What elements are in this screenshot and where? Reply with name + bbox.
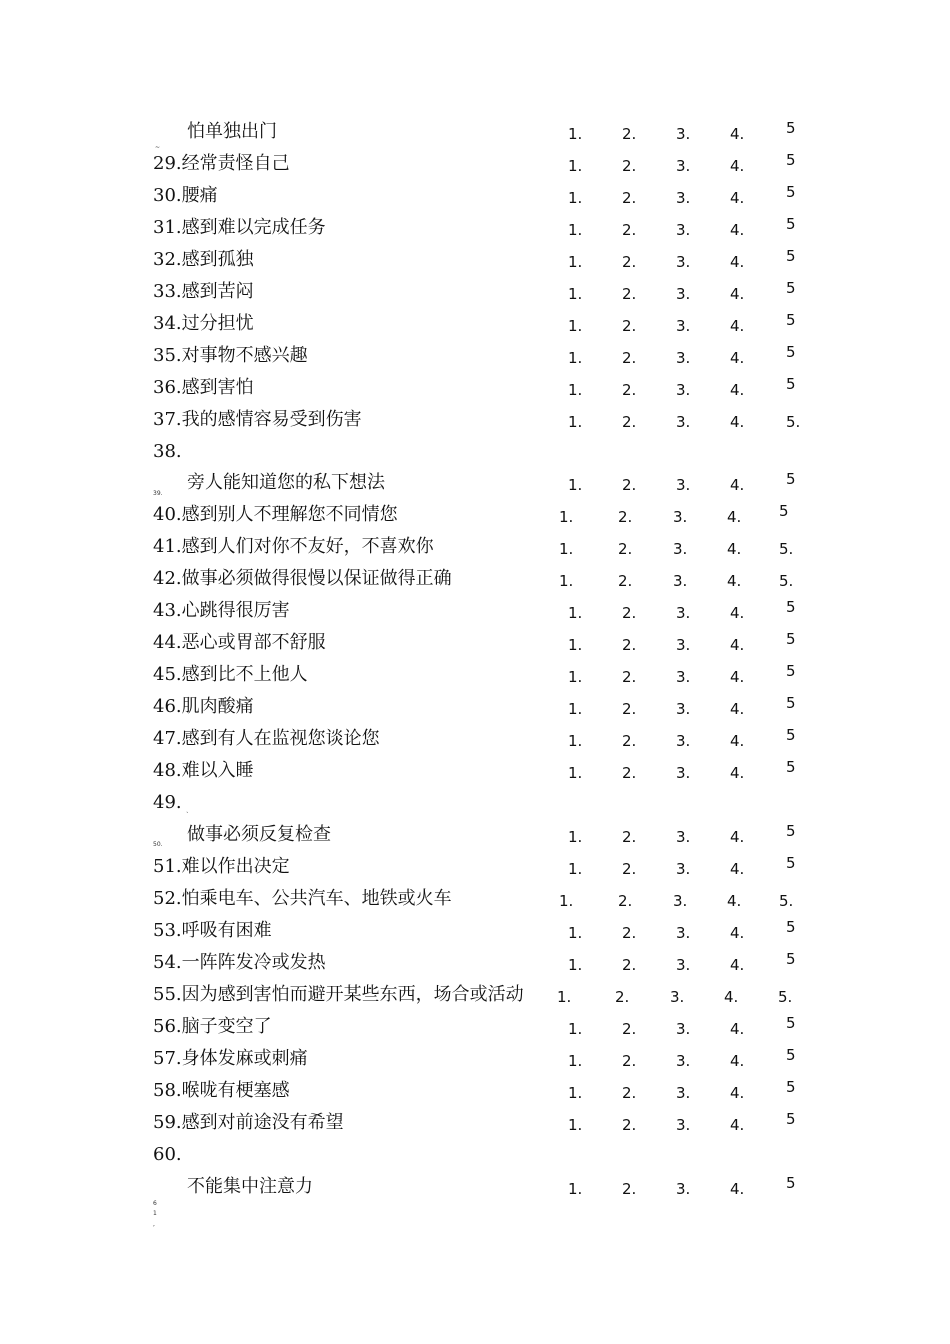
option-2: 2. <box>622 221 637 239</box>
option-3: 3. <box>676 413 691 431</box>
item-row <box>0 277 950 307</box>
item-row <box>0 1044 950 1074</box>
item-row <box>0 181 950 211</box>
option-2: 2. <box>615 988 630 1006</box>
item-row <box>0 820 950 850</box>
option-2: 2. <box>622 157 637 175</box>
item-label: 53.呼吸有困难 <box>153 920 272 941</box>
option-4: 4. <box>730 1084 745 1102</box>
item-row <box>0 724 950 754</box>
item-label: 46.肌肉酸痛 <box>153 696 254 717</box>
item-label: 37.我的感情容易受到伤害 <box>153 409 362 430</box>
item-row <box>0 245 950 275</box>
option-4: 4. <box>730 476 745 494</box>
option-3: 3. <box>673 508 688 526</box>
option-2: 2. <box>622 732 637 750</box>
option-5: 5. <box>786 413 801 431</box>
item-label: 42.做事必须做得很慢以保证做得正确 <box>153 568 452 589</box>
option-1: 1. <box>568 700 583 718</box>
option-2: 2. <box>622 476 637 494</box>
option-1: 1. <box>568 1116 583 1134</box>
option-3: 3. <box>676 125 691 143</box>
item-row <box>0 373 950 403</box>
option-1: 1. <box>559 572 574 590</box>
option-3: 3. <box>676 1180 691 1198</box>
item-row <box>0 628 950 658</box>
option-2: 2. <box>622 1084 637 1102</box>
option-4: 4. <box>730 604 745 622</box>
item-row <box>0 980 950 1010</box>
option-3: 3. <box>676 221 691 239</box>
option-2: 2. <box>622 956 637 974</box>
small-mark-50: 50. <box>153 841 163 848</box>
item-row <box>0 341 950 371</box>
option-2: 2. <box>622 317 637 335</box>
item-label: 59.感到对前途没有希望 <box>153 1112 344 1133</box>
item-label: 51.难以作出决定 <box>153 856 290 877</box>
item-label: 33.感到苦闷 <box>153 281 254 302</box>
option-2: 2. <box>622 636 637 654</box>
option-3: 3. <box>676 189 691 207</box>
option-1: 1. <box>568 636 583 654</box>
option-5: 5 <box>786 183 796 201</box>
option-3: 3. <box>676 349 691 367</box>
item-label: 31.感到难以完成任务 <box>153 217 326 238</box>
option-3: 3. <box>676 476 691 494</box>
item-label: 旁人能知道您的私下想法 <box>187 472 385 493</box>
option-1: 1. <box>568 381 583 399</box>
option-2: 2. <box>622 253 637 271</box>
option-4: 4. <box>730 764 745 782</box>
option-2: 2. <box>618 540 633 558</box>
item-row <box>0 564 950 594</box>
option-3: 3. <box>673 572 688 590</box>
option-1: 1. <box>568 1084 583 1102</box>
option-1: 1. <box>568 476 583 494</box>
item-label: 60. <box>153 1144 182 1165</box>
option-2: 2. <box>618 508 633 526</box>
option-5: 5 <box>786 311 796 329</box>
option-4: 4. <box>730 924 745 942</box>
item-row <box>0 884 950 914</box>
option-5: 5 <box>779 502 789 520</box>
option-1: 1. <box>568 1020 583 1038</box>
option-1: 1. <box>568 221 583 239</box>
item-label: 34.过分担忧 <box>153 313 254 334</box>
option-3: 3. <box>676 700 691 718</box>
option-1: 1. <box>568 764 583 782</box>
item-label: 55.因为感到害怕而避开某些东西，场合或活动 <box>153 984 524 1005</box>
option-3: 3. <box>676 604 691 622</box>
option-4: 4. <box>730 828 745 846</box>
item-label: 40.感到别人不理解您不同情您 <box>153 504 398 525</box>
option-5: 5 <box>786 822 796 840</box>
option-1: 1. <box>568 1052 583 1070</box>
item-label: 32.感到孤独 <box>153 249 254 270</box>
option-3: 3. <box>676 317 691 335</box>
option-5: 5 <box>786 758 796 776</box>
item-label: 58.喉咙有梗塞感 <box>153 1080 290 1101</box>
option-4: 4. <box>730 956 745 974</box>
option-3: 3. <box>676 732 691 750</box>
option-3: 3. <box>676 1052 691 1070</box>
item-row <box>0 1140 950 1170</box>
item-label: 43.心跳得很厉害 <box>153 600 290 621</box>
option-1: 1. <box>568 349 583 367</box>
option-2: 2. <box>622 125 637 143</box>
item-label: 57.身体发麻或刺痛 <box>153 1048 308 1069</box>
item-row <box>0 1012 950 1042</box>
option-4: 4. <box>730 1116 745 1134</box>
item-row <box>0 532 950 562</box>
option-4: 4. <box>730 413 745 431</box>
item-row <box>0 149 950 179</box>
item-row <box>0 1108 950 1138</box>
item-row <box>0 405 950 435</box>
option-3: 3. <box>676 956 691 974</box>
option-4: 4. <box>730 732 745 750</box>
item-label: 48.难以入睡 <box>153 760 254 781</box>
item-label: 怕单独出门 <box>187 121 277 142</box>
option-2: 2. <box>622 924 637 942</box>
option-1: 1. <box>568 413 583 431</box>
option-3: 3. <box>676 924 691 942</box>
item-label: 47.感到有人在监视您谈论您 <box>153 728 380 749</box>
option-3: 3. <box>676 1084 691 1102</box>
option-4: 4. <box>730 253 745 271</box>
option-5: 5 <box>786 854 796 872</box>
option-2: 2. <box>622 1116 637 1134</box>
option-3: 3. <box>676 668 691 686</box>
item-label: 41.感到人们对你不友好，不喜欢你 <box>153 536 434 557</box>
option-1: 1. <box>568 253 583 271</box>
option-1: 1. <box>568 285 583 303</box>
item-row <box>0 500 950 530</box>
option-5: 5 <box>786 375 796 393</box>
option-4: 4. <box>730 636 745 654</box>
option-2: 2. <box>618 572 633 590</box>
small-mark-1: 1 <box>153 1210 157 1217</box>
option-5: 5 <box>786 1078 796 1096</box>
item-label: 52.怕乘电车、公共汽车、地铁或火车 <box>153 888 452 909</box>
option-1: 1. <box>568 860 583 878</box>
item-label: 36.感到害怕 <box>153 377 254 398</box>
item-row <box>0 309 950 339</box>
option-2: 2. <box>622 1052 637 1070</box>
item-row <box>0 596 950 626</box>
small-mark: ~ <box>155 144 161 151</box>
option-2: 2. <box>622 189 637 207</box>
option-4: 4. <box>727 892 742 910</box>
option-3: 3. <box>676 1116 691 1134</box>
option-4: 4. <box>727 572 742 590</box>
option-1: 1. <box>559 508 574 526</box>
option-2: 2. <box>622 828 637 846</box>
option-2: 2. <box>622 1180 637 1198</box>
option-3: 3. <box>676 1020 691 1038</box>
item-row <box>0 692 950 722</box>
option-4: 4. <box>730 860 745 878</box>
option-4: 4. <box>730 700 745 718</box>
option-4: 4. <box>730 189 745 207</box>
option-4: 4. <box>730 125 745 143</box>
small-mark: ` <box>186 812 189 819</box>
option-3: 3. <box>676 253 691 271</box>
option-3: 3. <box>676 764 691 782</box>
option-4: 4. <box>724 988 739 1006</box>
item-label: 45.感到比不上他人 <box>153 664 308 685</box>
option-3: 3. <box>676 285 691 303</box>
option-4: 4. <box>730 157 745 175</box>
item-label: 38. <box>153 441 182 462</box>
option-5: 5 <box>786 119 796 137</box>
option-1: 1. <box>568 317 583 335</box>
option-2: 2. <box>622 860 637 878</box>
option-4: 4. <box>730 381 745 399</box>
option-3: 3. <box>673 892 688 910</box>
option-4: 4. <box>727 508 742 526</box>
item-label: 30.腰痛 <box>153 185 218 206</box>
item-row <box>0 117 950 147</box>
option-1: 1. <box>568 828 583 846</box>
option-3: 3. <box>676 157 691 175</box>
option-1: 1. <box>568 668 583 686</box>
item-row <box>0 788 950 818</box>
option-3: 3. <box>670 988 685 1006</box>
item-label: 29.经常责怪自己 <box>153 153 290 174</box>
option-2: 2. <box>622 1020 637 1038</box>
item-row <box>0 1076 950 1106</box>
option-3: 3. <box>676 636 691 654</box>
option-5: 5. <box>779 892 794 910</box>
option-1: 1. <box>568 189 583 207</box>
option-1: 1. <box>568 924 583 942</box>
option-3: 3. <box>676 828 691 846</box>
option-5: 5 <box>786 598 796 616</box>
option-5: 5 <box>786 279 796 297</box>
option-5: 5 <box>786 662 796 680</box>
item-row <box>0 948 950 978</box>
option-5: 5. <box>778 988 793 1006</box>
item-row <box>0 852 950 882</box>
option-3: 3. <box>676 860 691 878</box>
option-3: 3. <box>676 381 691 399</box>
option-2: 2. <box>622 413 637 431</box>
option-1: 1. <box>557 988 572 1006</box>
option-5: 5. <box>779 572 794 590</box>
option-5: 5 <box>786 151 796 169</box>
option-2: 2. <box>618 892 633 910</box>
option-5: 5 <box>786 215 796 233</box>
option-4: 4. <box>730 668 745 686</box>
option-4: 4. <box>730 221 745 239</box>
item-row <box>0 437 950 467</box>
option-5: 5 <box>786 694 796 712</box>
option-4: 4. <box>730 317 745 335</box>
option-5: 5 <box>786 950 796 968</box>
option-2: 2. <box>622 604 637 622</box>
option-3: 3. <box>673 540 688 558</box>
item-row <box>0 660 950 690</box>
option-4: 4. <box>730 1020 745 1038</box>
item-row <box>0 916 950 946</box>
option-4: 4. <box>727 540 742 558</box>
option-1: 1. <box>568 1180 583 1198</box>
option-5: 5 <box>786 1046 796 1064</box>
small-mark: , <box>153 1221 155 1228</box>
item-label: 49. <box>153 792 182 813</box>
option-2: 2. <box>622 381 637 399</box>
item-row <box>0 756 950 786</box>
option-2: 2. <box>622 668 637 686</box>
option-1: 1. <box>568 956 583 974</box>
option-1: 1. <box>559 540 574 558</box>
item-label: 做事必须反复检查 <box>187 824 331 845</box>
option-5: 5 <box>786 630 796 648</box>
option-5: 5 <box>786 726 796 744</box>
item-row <box>0 213 950 243</box>
option-4: 4. <box>730 285 745 303</box>
item-label: 44.恶心或胃部不舒服 <box>153 632 326 653</box>
option-1: 1. <box>568 125 583 143</box>
option-5: 5 <box>786 470 796 488</box>
item-label: 不能集中注意力 <box>187 1176 313 1197</box>
option-1: 1. <box>559 892 574 910</box>
item-label: 56.脑子变空了 <box>153 1016 272 1037</box>
option-5: 5. <box>779 540 794 558</box>
item-label: 35.对事物不感兴趣 <box>153 345 308 366</box>
option-5: 5 <box>786 343 796 361</box>
item-row <box>0 468 950 498</box>
option-5: 5 <box>786 918 796 936</box>
small-mark-6: 6 <box>153 1200 157 1207</box>
option-4: 4. <box>730 1052 745 1070</box>
option-1: 1. <box>568 604 583 622</box>
option-5: 5 <box>786 247 796 265</box>
option-2: 2. <box>622 285 637 303</box>
option-4: 4. <box>730 1180 745 1198</box>
item-row <box>0 1172 950 1202</box>
option-4: 4. <box>730 349 745 367</box>
option-1: 1. <box>568 157 583 175</box>
option-1: 1. <box>568 732 583 750</box>
option-2: 2. <box>622 349 637 367</box>
small-mark-39: 39. <box>153 490 163 497</box>
item-label: 54.一阵阵发冷或发热 <box>153 952 326 973</box>
option-5: 5 <box>786 1014 796 1032</box>
option-5: 5 <box>786 1110 796 1128</box>
option-2: 2. <box>622 764 637 782</box>
option-5: 5 <box>786 1174 796 1192</box>
option-2: 2. <box>622 700 637 718</box>
